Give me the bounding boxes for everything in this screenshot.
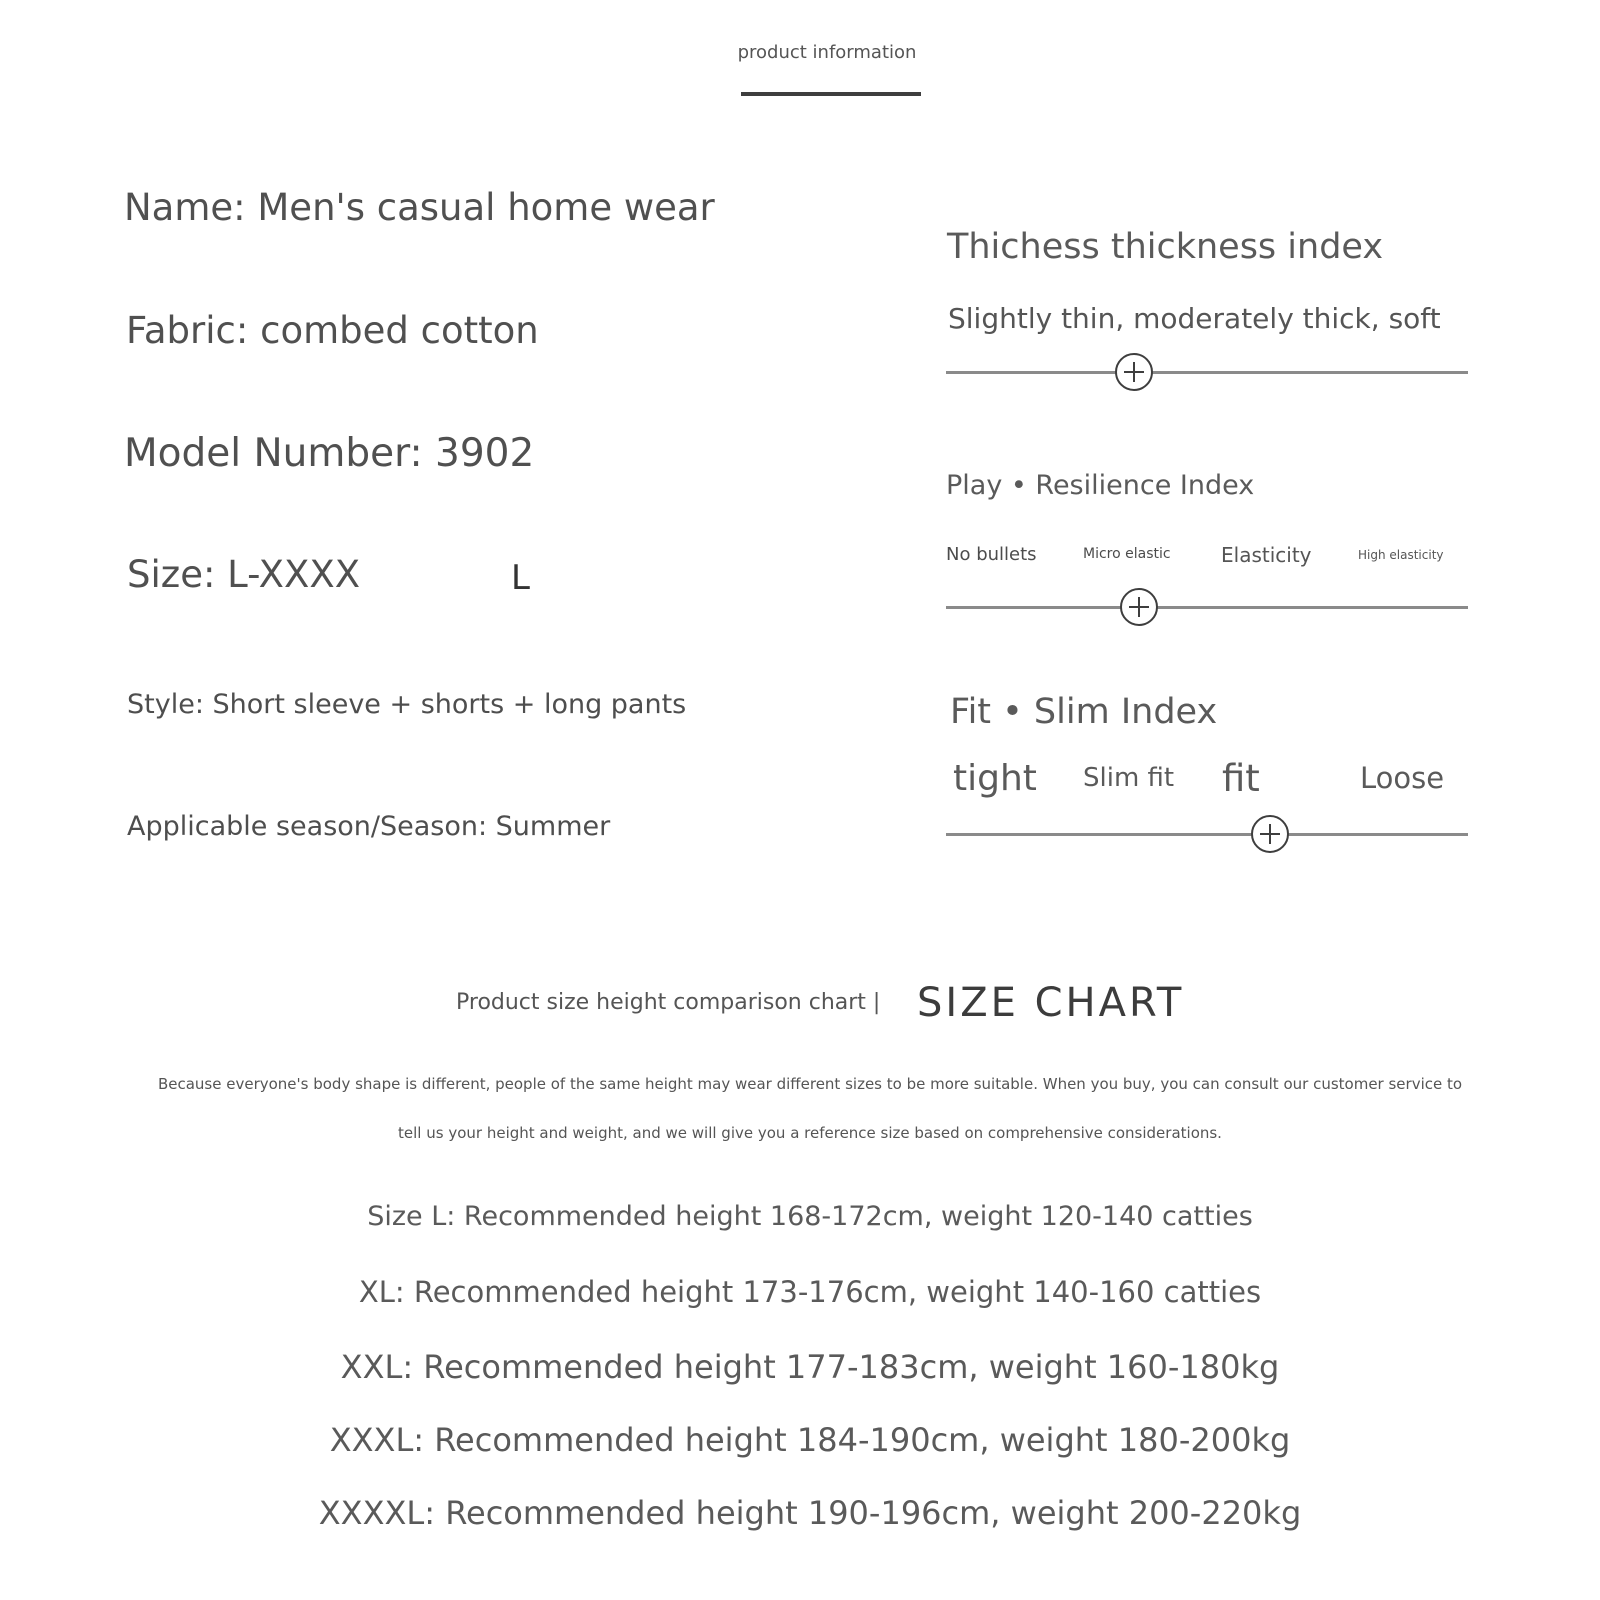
- thickness-index-subtitle: Slightly thin, moderately thick, soft: [948, 302, 1441, 335]
- fit-scale-plus-icon: [1251, 815, 1289, 853]
- size-row-xxxl: XXXL: Recommended height 184-190cm, weight 180-200kg: [329, 1421, 1291, 1459]
- fit-label-slim-fit: Slim fit: [1083, 763, 1175, 793]
- spec-season: Applicable season/Season: Summer: [127, 811, 611, 842]
- fit-label-tight: tight: [953, 758, 1037, 799]
- spec-name: Name: Men's casual home wear: [124, 186, 715, 229]
- thickness-scale-plus-icon: [1115, 353, 1153, 391]
- resilience-label-elasticity: Elasticity: [1221, 543, 1312, 567]
- resilience-label-micro-elastic: Micro elastic: [1083, 546, 1171, 562]
- size-row-xl: XL: Recommended height 173-176cm, weight 140-160 catties: [358, 1275, 1262, 1309]
- section-title-underline: [741, 92, 921, 96]
- fit-label-fit: fit: [1222, 757, 1260, 800]
- size-chart-prefix: Product size height comparison chart |: [456, 990, 881, 1015]
- stray-character: L: [511, 558, 530, 598]
- resilience-scale-track: [946, 606, 1468, 609]
- size-row-l: Size L: Recommended height 168-172cm, weight 120-140 catties: [367, 1201, 1253, 1232]
- fit-scale-track: [946, 833, 1468, 836]
- spec-model-number: Model Number: 3902: [124, 431, 535, 476]
- resilience-label-no-bullets: No bullets: [946, 544, 1037, 565]
- spec-fabric: Fabric: combed cotton: [126, 309, 539, 352]
- size-chart-title: SIZE CHART: [917, 980, 1185, 1026]
- thickness-index-title: Thichess thickness index: [947, 227, 1384, 267]
- size-chart-note-line-2: tell us your height and weight, and we will give you a reference size based on comprehensive considerations.: [398, 1124, 1222, 1142]
- size-chart-note-line-1: Because everyone's body shape is different, people of the same height may wear different sizes to be more suitable. When you buy, you can consult our customer service to: [157, 1075, 1463, 1093]
- thickness-scale-track: [946, 371, 1468, 374]
- section-title: product information: [737, 42, 917, 63]
- fit-index-title: Fit • Slim Index: [950, 692, 1218, 732]
- resilience-index-title: Play • Resilience Index: [946, 470, 1255, 501]
- fit-label-loose: Loose: [1360, 761, 1445, 795]
- spec-size: Size: L-XXXX: [127, 553, 361, 596]
- resilience-scale-plus-icon: [1120, 588, 1158, 626]
- size-row-xxxxl: XXXXL: Recommended height 190-196cm, weight 200-220kg: [318, 1494, 1302, 1532]
- spec-style: Style: Short sleeve + shorts + long pants: [127, 689, 687, 720]
- size-row-xxl: XXL: Recommended height 177-183cm, weight 160-180kg: [340, 1348, 1280, 1386]
- resilience-label-high-elasticity: High elasticity: [1358, 548, 1444, 562]
